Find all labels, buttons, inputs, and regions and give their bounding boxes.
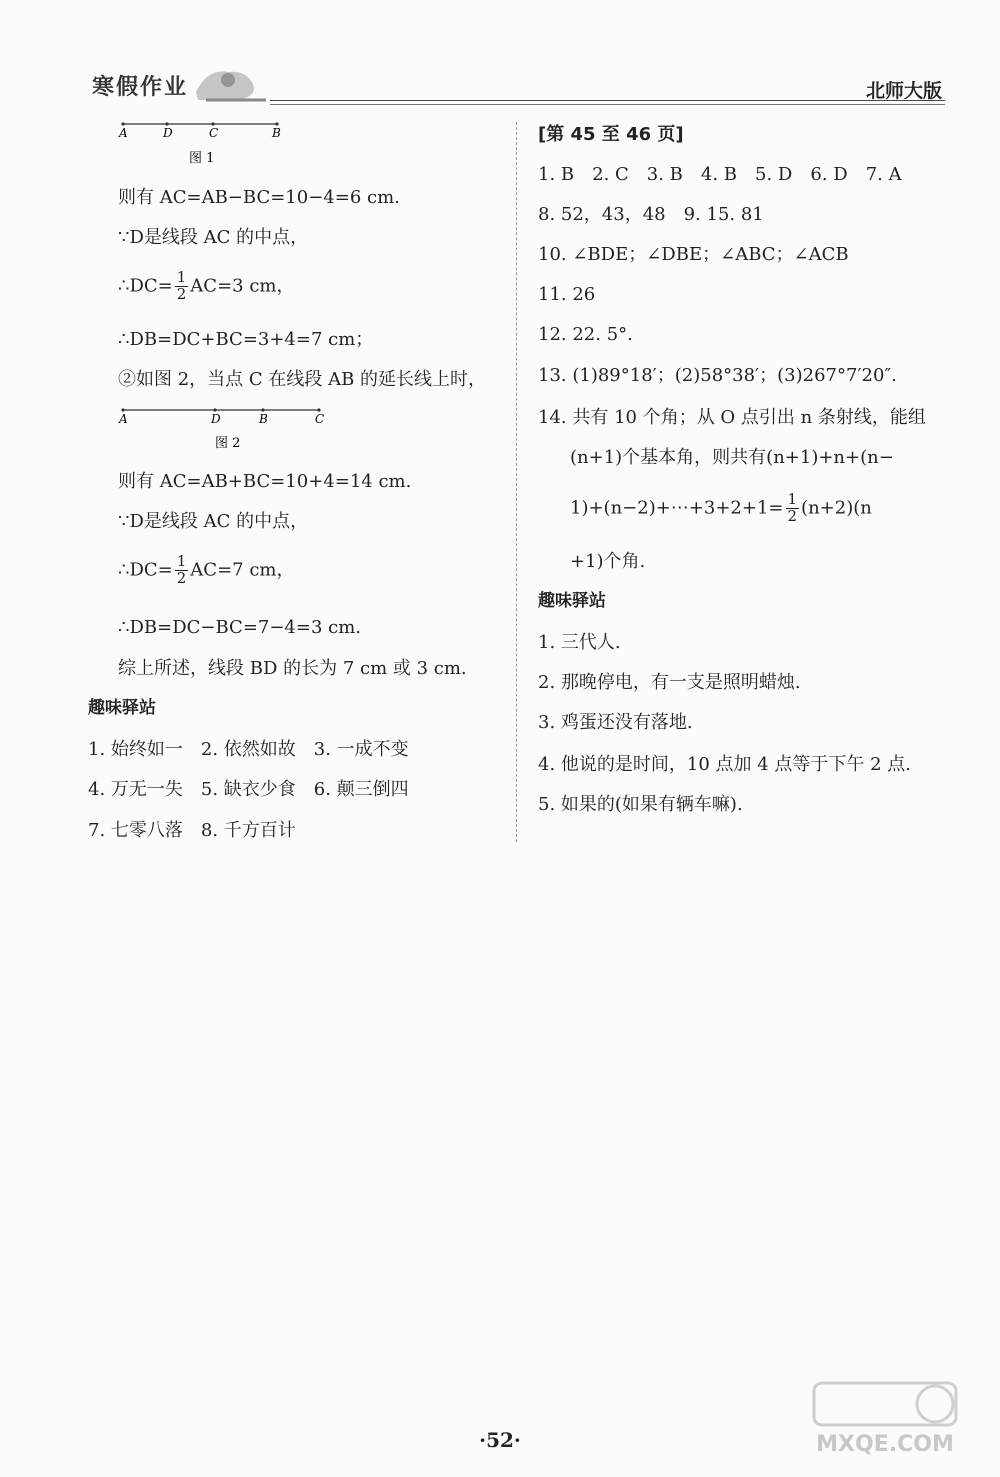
fig2-label-c: C — [315, 412, 325, 426]
fraction-half: $\frac{1}{2}$ — [176, 552, 187, 587]
left-line-4: ∴DB=DC+BC=3+4=7 cm； — [118, 329, 374, 350]
right-line-6: 13. (1)89°18′；(2)58°38′；(3)267°7′20″. — [538, 365, 897, 386]
right-line-2: 8. 52，43，48 9. 15. 81 — [538, 204, 764, 225]
fig2-label-b: B — [259, 412, 268, 426]
fig2-label-d: D — [211, 412, 221, 426]
right-line-4: 11. 26 — [538, 284, 596, 305]
left-line-2: ∵D是线段 AC 的中点， — [118, 227, 309, 248]
right-line-1: 1. B 2. C 3. B 4. B 5. D 6. D 7. A — [538, 164, 902, 185]
page-number: ·52· — [479, 1428, 521, 1452]
right-line-3: 10. ∠BDE；∠DBE；∠ABC；∠ACB — [538, 244, 849, 265]
left-line-3: ∴DC= $\frac{1}{2}$ AC=3 cm， — [118, 268, 295, 303]
fig1-label-a: A — [119, 126, 128, 140]
left-fun-row-2: 4. 万无一失 5. 缺衣少食 6. 颠三倒四 — [88, 779, 409, 800]
column-divider — [516, 122, 517, 842]
right-fun-row-5: 5. 如果的(如果有辆车嘛). — [538, 794, 743, 815]
left-line-6: 则有 AC=AB+BC=10+4=14 cm. — [118, 471, 412, 492]
right-fun-row-3: 3. 鸡蛋还没有落地. — [538, 712, 693, 733]
header-title: 寒假作业 — [92, 74, 189, 100]
fig1-label-b: B — [272, 126, 281, 140]
right-line-5: 12. 22. 5°. — [538, 324, 633, 345]
left-line-8: ∴DC= $\frac{1}{2}$ AC=7 cm， — [118, 552, 295, 587]
left-fun-row-1: 1. 始终如一 2. 依然如故 3. 一成不变 — [88, 739, 409, 760]
left-line-5: ②如图 2，当点 C 在线段 AB 的延长线上时， — [118, 369, 487, 390]
right-fun-row-1: 1. 三代人. — [538, 632, 621, 653]
figure-1-segment-diagram — [115, 118, 290, 168]
left-line-10: 综上所述，线段 BD 的长为 7 cm 或 3 cm. — [118, 658, 467, 679]
fig2-label-a: A — [119, 412, 128, 426]
fig1-caption: 图 1 — [189, 151, 215, 166]
header-rule — [270, 100, 945, 101]
figure-2-segment-diagram — [115, 404, 330, 454]
fraction-half: $\frac{1}{2}$ — [176, 268, 187, 303]
right-line-10: +1)个角. — [570, 551, 646, 572]
right-fun-row-4: 4. 他说的是时间，10 点加 4 点等于下午 2 点. — [538, 754, 912, 775]
right-line-9: 1)+(n−2)+⋯+3+2+1= $\frac{1}{2}$ (n+2)(n — [570, 490, 872, 525]
left-line-1: 则有 AC=AB−BC=10−4=6 cm. — [118, 187, 400, 208]
left-fun-title: 趣味驿站 — [88, 698, 156, 718]
fig1-label-d: D — [163, 126, 173, 140]
watermark-stamp — [810, 1379, 960, 1459]
right-fun-title: 趣味驿站 — [538, 591, 606, 611]
watermark-text: MXQE.COM — [816, 1432, 954, 1457]
left-fun-row-3: 7. 七零八落 8. 千方百计 — [88, 820, 296, 841]
right-line-7: 14. 共有 10 个角；从 O 点引出 n 条射线，能组 — [538, 407, 926, 428]
left-line-9: ∴DB=DC−BC=7−4=3 cm. — [118, 617, 362, 638]
right-section-heading: [第 45 至 46 页] — [538, 124, 684, 145]
header-rule-secondary — [270, 104, 945, 105]
fig1-label-c: C — [209, 126, 219, 140]
fraction-half: $\frac{1}{2}$ — [787, 490, 798, 525]
left-line-7: ∵D是线段 AC 的中点， — [118, 511, 309, 532]
header-edition: 北师大版 — [865, 80, 942, 102]
right-fun-row-2: 2. 那晚停电，有一支是照明蜡烛. — [538, 672, 801, 693]
fig2-caption: 图 2 — [215, 436, 241, 451]
right-line-8: (n+1)个基本角，则共有(n+1)+n+(n− — [570, 447, 894, 468]
